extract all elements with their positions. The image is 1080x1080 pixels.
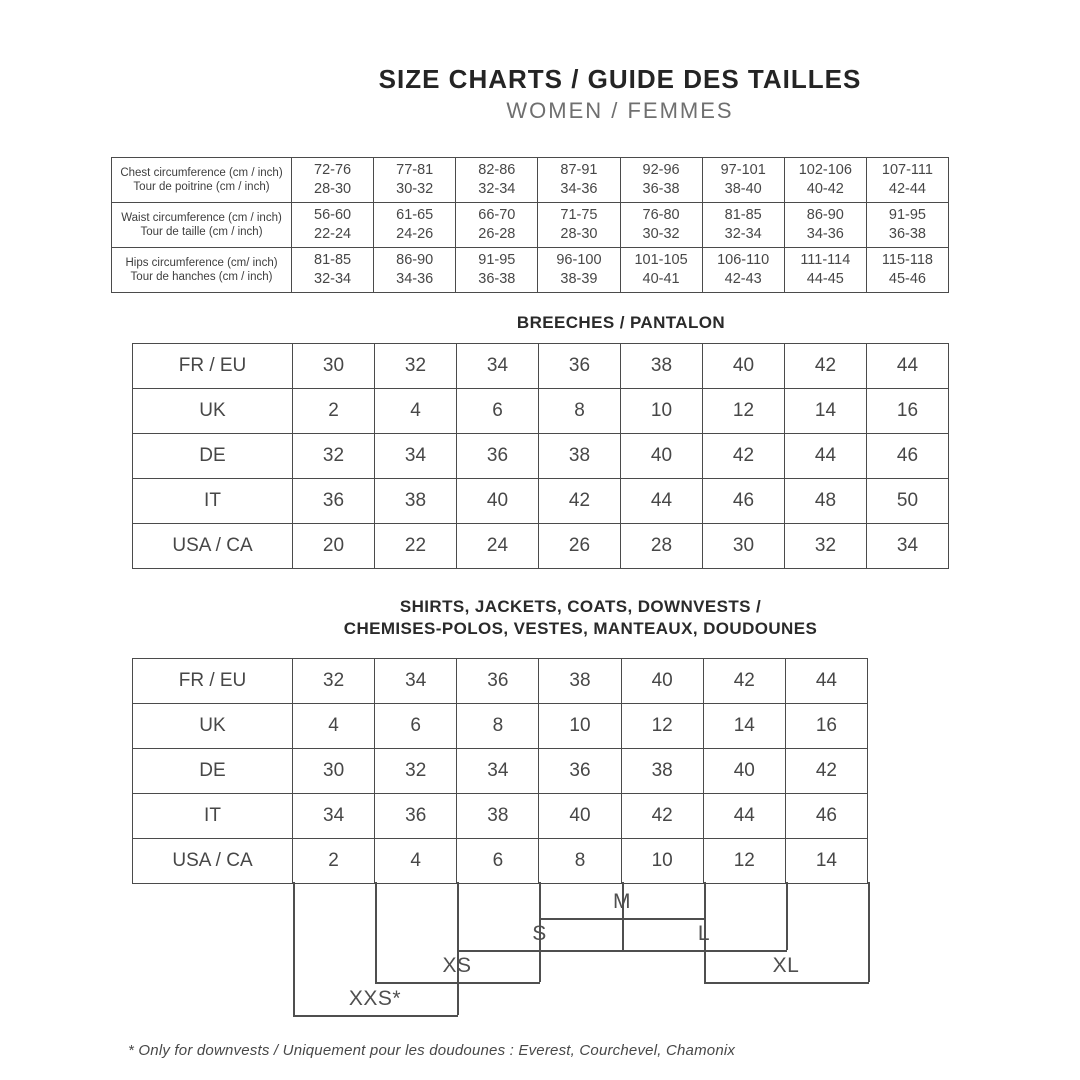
size-cell: 16	[867, 389, 949, 434]
size-cell: 42	[621, 794, 703, 839]
row-label: DE	[133, 749, 293, 794]
table-row	[133, 839, 868, 884]
size-cell: 32	[293, 434, 375, 479]
size-label-xxs: XXS*	[348, 987, 402, 1010]
measure-cell: 82-86 32-34	[456, 158, 538, 203]
measure-cell: 76-80 30-32	[620, 203, 702, 248]
size-cell: 12	[621, 704, 703, 749]
size-cell: 8	[457, 704, 539, 749]
measure-cell: 97-101 38-40	[702, 158, 784, 203]
size-cell: 46	[703, 479, 785, 524]
size-cell: 34	[457, 749, 539, 794]
size-label-xs: XS	[442, 954, 472, 977]
table-row	[133, 794, 868, 839]
page-title: SIZE CHARTS / GUIDE DES TAILLES	[378, 64, 862, 94]
measure-cell: 61-65 24-26	[374, 203, 456, 248]
size-cell: 46	[867, 434, 949, 479]
table-row	[133, 704, 868, 749]
size-cell: 6	[457, 839, 539, 884]
size-cell: 20	[293, 524, 375, 569]
size-cell: 32	[375, 749, 457, 794]
size-cell: 14	[785, 839, 867, 884]
row-label	[112, 248, 292, 293]
size-cell: 8	[539, 839, 621, 884]
bracket-line-s-l	[457, 950, 787, 952]
row-label-en: Waist circumference (cm / inch)	[121, 211, 282, 224]
size-cell: 12	[703, 389, 785, 434]
size-cell: 4	[375, 389, 457, 434]
table-row	[112, 248, 949, 293]
row-label-fr: Tour de taille (cm / inch)	[140, 226, 263, 238]
size-cell: 44	[867, 344, 949, 389]
size-cell: 28	[621, 524, 703, 569]
measure-cell: 91-95 36-38	[456, 248, 538, 293]
measure-cell: 87-91 34-36	[538, 158, 620, 203]
size-cell: 34	[867, 524, 949, 569]
measure-cell: 115-118 45-46	[866, 248, 948, 293]
bracket-line-m	[539, 918, 705, 920]
measure-cell: 66-70 26-28	[456, 203, 538, 248]
page-subtitle: WOMEN / FEMMES	[506, 98, 734, 123]
bracket-line-xl	[704, 982, 869, 984]
bracket-line-xs	[375, 982, 540, 984]
measure-cell: 86-90 34-36	[374, 248, 456, 293]
size-cell: 22	[375, 524, 457, 569]
size-cell: 36	[457, 659, 539, 704]
size-cell: 46	[785, 794, 867, 839]
size-cell: 14	[785, 389, 867, 434]
size-cell: 38	[539, 434, 621, 479]
size-cell: 42	[785, 749, 867, 794]
bracket-vline-l-right	[786, 882, 788, 950]
size-cell: 40	[621, 659, 703, 704]
size-cell: 36	[539, 344, 621, 389]
table-row	[133, 524, 949, 569]
shirts-title-line2: CHEMISES-POLOS, VESTES, MANTEAUX, DOUDOUNES	[343, 619, 818, 638]
bracket-vline-s-left	[457, 882, 459, 1015]
size-cell: 2	[293, 389, 375, 434]
table-row	[112, 158, 949, 203]
measure-cell: 81-85 32-34	[292, 248, 374, 293]
size-cell: 8	[539, 389, 621, 434]
size-cell: 38	[621, 749, 703, 794]
measure-cell: 101-105 40-41	[620, 248, 702, 293]
row-label	[112, 158, 292, 203]
size-cell: 38	[539, 659, 621, 704]
size-cell: 14	[703, 704, 785, 749]
measure-cell: 71-75 28-30	[538, 203, 620, 248]
size-label-l: L	[697, 922, 711, 945]
measure-cell: 91-95 36-38	[866, 203, 948, 248]
size-cell: 42	[785, 344, 867, 389]
shirts-title-line1: SHIRTS, JACKETS, COATS, DOWNVESTS /	[399, 597, 762, 616]
row-label: FR / EU	[133, 659, 293, 704]
size-label-m: M	[613, 890, 631, 913]
size-cell: 30	[703, 524, 785, 569]
table-row	[133, 749, 868, 794]
size-cell: 10	[621, 839, 703, 884]
table-row	[133, 344, 949, 389]
row-label: UK	[133, 704, 293, 749]
size-cell: 42	[703, 659, 785, 704]
measure-cell: 96-100 38-39	[538, 248, 620, 293]
size-cell: 2	[293, 839, 375, 884]
size-cell: 44	[785, 434, 867, 479]
measure-cell: 107-111 42-44	[866, 158, 948, 203]
row-label	[112, 203, 292, 248]
size-cell: 30	[293, 344, 375, 389]
size-cell: 40	[621, 434, 703, 479]
size-cell: 10	[621, 389, 703, 434]
size-cell: 44	[621, 479, 703, 524]
size-cell: 40	[703, 749, 785, 794]
size-cell: 50	[867, 479, 949, 524]
row-label-en: Chest circumference (cm / inch)	[120, 166, 283, 179]
row-label-fr: Tour de hanches (cm / inch)	[130, 271, 273, 283]
size-cell: 36	[539, 749, 621, 794]
row-label: UK	[133, 389, 293, 434]
size-cell: 6	[375, 704, 457, 749]
size-cell: 30	[293, 749, 375, 794]
measure-cell: 81-85 32-34	[702, 203, 784, 248]
row-label: IT	[133, 479, 293, 524]
size-cell: 42	[539, 479, 621, 524]
size-cell: 12	[703, 839, 785, 884]
shirts-title	[293, 596, 868, 640]
breeches-title: BREECHES / PANTALON	[516, 313, 726, 332]
size-label-xl: XL	[772, 954, 800, 977]
footnote: * Only for downvests / Uniquement pour les doudounes : Everest, Courchevel, Chamonix	[128, 1042, 736, 1059]
table-row	[133, 389, 949, 434]
size-cell: 32	[785, 524, 867, 569]
measure-cell: 56-60 22-24	[292, 203, 374, 248]
size-cell: 36	[457, 434, 539, 479]
measure-cell: 102-106 40-42	[784, 158, 866, 203]
measure-cell: 92-96 36-38	[620, 158, 702, 203]
size-cell: 4	[375, 839, 457, 884]
size-cell: 34	[457, 344, 539, 389]
size-cell: 38	[621, 344, 703, 389]
size-cell: 34	[375, 434, 457, 479]
size-cell: 16	[785, 704, 867, 749]
size-cell: 6	[457, 389, 539, 434]
measure-cell: 77-81 30-32	[374, 158, 456, 203]
row-label: FR / EU	[133, 344, 293, 389]
size-cell: 24	[457, 524, 539, 569]
row-label-en: Hips circumference (cm/ inch)	[125, 256, 278, 269]
measure-cell: 111-114 44-45	[784, 248, 866, 293]
row-label: USA / CA	[133, 839, 293, 884]
size-cell: 36	[293, 479, 375, 524]
shirts-table	[132, 658, 868, 884]
size-cell: 38	[375, 479, 457, 524]
table-row	[133, 434, 949, 479]
size-cell: 44	[785, 659, 867, 704]
measurements-table	[111, 157, 949, 293]
breeches-table	[132, 343, 949, 569]
measure-cell: 106-110 42-43	[702, 248, 784, 293]
size-cell: 10	[539, 704, 621, 749]
size-cell: 44	[703, 794, 785, 839]
row-label: IT	[133, 794, 293, 839]
table-row	[133, 479, 949, 524]
size-cell: 32	[293, 659, 375, 704]
row-label: DE	[133, 434, 293, 479]
size-cell: 40	[457, 479, 539, 524]
measure-cell: 86-90 34-36	[784, 203, 866, 248]
row-label-fr: Tour de poitrine (cm / inch)	[133, 181, 270, 193]
size-cell: 32	[375, 344, 457, 389]
size-cell: 48	[785, 479, 867, 524]
size-cell: 34	[375, 659, 457, 704]
size-cell: 40	[703, 344, 785, 389]
table-row	[133, 659, 868, 704]
size-cell: 26	[539, 524, 621, 569]
row-label: USA / CA	[133, 524, 293, 569]
bracket-line-xxs	[293, 1015, 458, 1017]
bracket-vline-xl-right	[868, 882, 870, 982]
size-cell: 40	[539, 794, 621, 839]
size-label-s: S	[532, 922, 547, 945]
table-row	[112, 203, 949, 248]
size-cell: 4	[293, 704, 375, 749]
size-cell: 42	[703, 434, 785, 479]
size-cell: 34	[293, 794, 375, 839]
measure-cell: 72-76 28-30	[292, 158, 374, 203]
size-cell: 36	[375, 794, 457, 839]
size-cell: 38	[457, 794, 539, 839]
